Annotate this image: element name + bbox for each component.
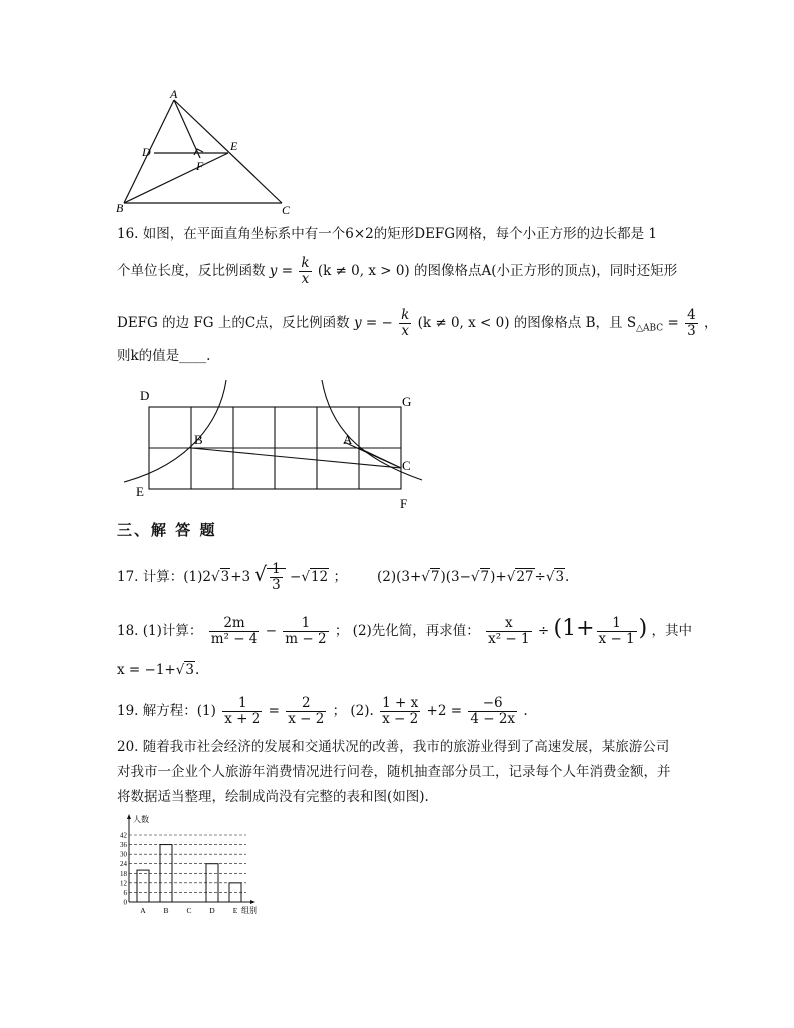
q18-line2: x = −1+√3. bbox=[117, 662, 200, 678]
y-axis-label: 人数 bbox=[133, 815, 149, 824]
fraction: $\frac{1}{x + 2}$ bbox=[224, 695, 261, 727]
fraction: $\frac{k}{x}$ bbox=[401, 307, 410, 339]
y-tick-label: 24 bbox=[120, 860, 127, 869]
q20-line1: 20. 随着我市社会经济的发展和交通状况的改善，我市的旅游业得到了高速发展，某旅游公司 bbox=[117, 739, 670, 755]
label-b: B bbox=[116, 201, 124, 215]
q18: 18. (1)计算： $\frac{2m}{\text{m² − 4}}$ − $\frac{1}{m - 2}$ ； (2)先化简，再求值： $\frac{x}{\text{x² − 1}}$ ÷ (1+ $\frac{1}{x - 1}$ ) ，其中 bbox=[117, 615, 693, 647]
triangle-figure bbox=[112, 90, 302, 220]
y-tick-label: 36 bbox=[120, 841, 127, 850]
bar-chart bbox=[112, 812, 272, 920]
y-tick-label: 18 bbox=[120, 869, 127, 878]
label-a: A bbox=[343, 432, 353, 447]
bar-a bbox=[137, 870, 149, 902]
section-heading: 三、解 答 题 bbox=[117, 521, 217, 539]
y-tick-label: 0 bbox=[123, 898, 127, 907]
label-c: C bbox=[282, 203, 291, 217]
fraction: $\frac{k}{x}$ bbox=[301, 255, 310, 287]
label-e: E bbox=[230, 139, 238, 153]
fraction: $\frac{4}{3}$ bbox=[687, 307, 696, 339]
x-axis-label: 组别 bbox=[241, 906, 257, 915]
y-tick-label: 6 bbox=[123, 888, 127, 897]
fraction: $\frac{2}{x - 2}$ bbox=[288, 695, 325, 727]
label-c: C bbox=[402, 458, 411, 473]
y-tick-label: 42 bbox=[120, 831, 127, 840]
label-e: E bbox=[136, 484, 144, 499]
fraction: $\frac{1}{x - 1}$ bbox=[598, 615, 635, 647]
label-d: D bbox=[140, 388, 150, 403]
x-tick-label: A bbox=[140, 906, 146, 915]
q20-line2: 对我市一企业个人旅游年消费情况进行问卷，随机抽查部分员工，记录每个人年消费金额，并 bbox=[117, 764, 671, 780]
x-tick-label: C bbox=[186, 906, 192, 915]
q16-line2: 个单位长度，反比例函数 y = $\frac{k}{x}$ (k ≠ 0, x > 0) 的图像格点A(小正方形的顶点)，同时还矩形 bbox=[117, 255, 678, 287]
label-d: D bbox=[142, 145, 151, 159]
q19: 19. 解方程：(1) $\frac{1}{x + 2}$ = $\frac{2}{x - 2}$ ； (2). $\frac{1 + x}{x - 2}$ +2 = $\frac{-6}{4 - 2x}$ . bbox=[117, 695, 528, 727]
x-axis-arrow bbox=[250, 900, 255, 904]
fraction: $\frac{1}{m - 2}$ bbox=[285, 615, 327, 647]
x-tick-label: B bbox=[163, 906, 169, 915]
label-g: G bbox=[402, 394, 412, 409]
q20-line3: 将数据适当整理，绘制成尚没有完整的表和图(如图). bbox=[117, 789, 429, 805]
q17: 17. 计算：(1)2√3+3 √ $\frac{1}{3}$ −√12 ； (2)(3+√7)(3−√7)+√27÷√3. bbox=[117, 561, 570, 593]
y-tick-label: 30 bbox=[120, 850, 127, 859]
q16-line4: 则k的值是____. bbox=[117, 348, 211, 364]
grid-figure bbox=[118, 376, 428, 512]
label-a: A bbox=[170, 90, 178, 101]
fraction: $\frac{1}{3}$ bbox=[272, 561, 281, 593]
label-f: F bbox=[400, 496, 408, 511]
fraction: $\frac{1 + x}{x - 2}$ bbox=[382, 695, 419, 727]
x-tick-label: D bbox=[209, 906, 215, 915]
label-b: B bbox=[194, 432, 203, 447]
label-f: F bbox=[196, 159, 204, 173]
fraction: $\frac{x}{\text{x² − 1}}$ bbox=[488, 615, 530, 647]
x-tick-label: E bbox=[232, 906, 238, 915]
q16-line3: DEFG 的边 FG 上的C点，反比例函数 y = − $\frac{k}{x}$ (k ≠ 0, x < 0) 的图像格点 B，且 $S_{\triangle ABC}$ = $\frac{4}{3}$ ， bbox=[117, 307, 718, 339]
y-tick-label: 12 bbox=[120, 879, 127, 888]
q16-line1: 16. 如图，在平面直角坐标系中有一个6×2的矩形DEFG网格，每个小正方形的边长都是 1 bbox=[117, 226, 657, 242]
y-axis-arrow bbox=[127, 814, 131, 819]
fraction: $\frac{2m}{\text{m² − 4}}$ bbox=[210, 615, 258, 647]
fraction: $\frac{-6}{4 - 2x}$ bbox=[470, 695, 516, 727]
